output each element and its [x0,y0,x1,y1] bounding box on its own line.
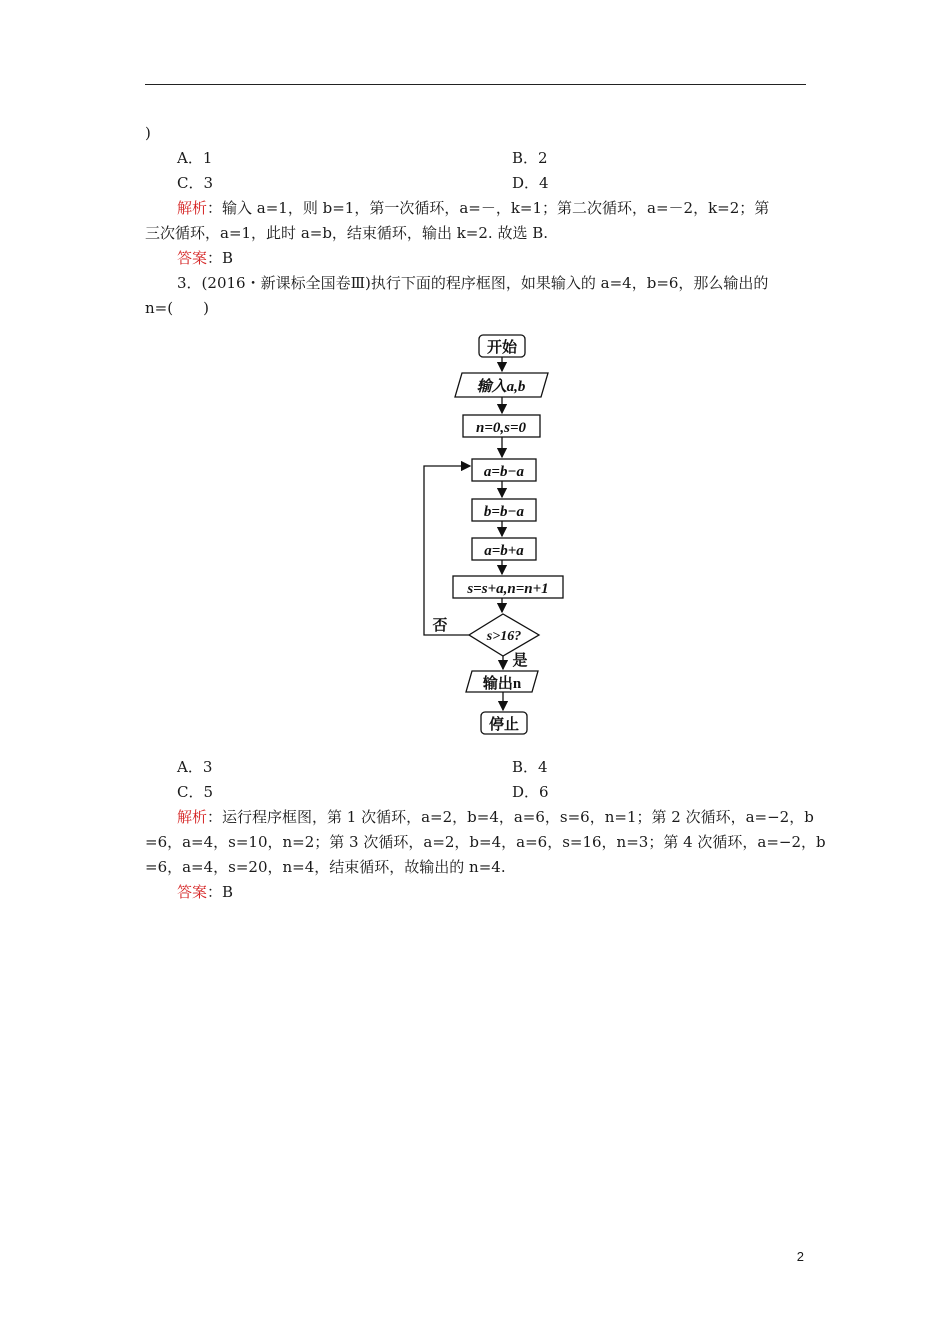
q3-answer-value: ：B [207,883,234,901]
q2-option-b: B．2 [512,149,548,167]
q2-answer-label: 答案 [177,249,208,267]
q2-option-a: A．1 [177,149,213,167]
flow-decision-label: s>16? [486,629,522,644]
flow-step1-label: a=b−a [483,464,525,480]
q2-option-d: D．4 [512,174,549,192]
q2-answer-value: ：B [207,249,234,267]
q3-option-d: D．6 [512,783,549,801]
flow-loop-back-arrow [424,466,470,635]
program-flowchart [410,325,590,745]
q2-stem-tail: ) [145,124,151,142]
flow-output-label: 输出n [482,676,522,692]
q3-analysis-text-1: ：运行程序框图，第 1 次循环，a=2，b=4，a=6，s=6，n=1；第 2 次循环，a=−2，b [207,808,814,826]
flow-yes-label: 是 [512,653,528,669]
q2-analysis-line-1 [177,198,769,218]
q2-analysis-line-2: 三次循环，a=1，此时 a=b，结束循环，输出 k=2. 故选 B. [145,224,549,242]
q3-option-b: B．4 [512,758,548,776]
q2-analysis-text-1: ：输入 a=1，则 b=1，第一次循环，a=－，k=1；第二次循环，a=－2，k=2；第 [207,199,770,217]
q3-option-c: C．5 [177,783,214,801]
q2-option-c: C．3 [177,174,214,192]
flow-step2-label: b=b−a [483,504,525,520]
flow-step4-label: s=s+a,n=n+1 [467,581,549,597]
header-rule [145,84,806,85]
flow-init-label: n=0,s=0 [475,420,527,436]
q3-analysis-label: 解析 [177,808,208,826]
q2-answer [177,248,233,268]
flow-start-label: 开始 [486,340,518,356]
q3-analysis-line-2: =6，a=4，s=10，n=2；第 3 次循环，a=2，b=4，a=6，s=16，n=3；第 4 次循环，a=−2，b [145,833,826,851]
page-number: 2 [796,1249,804,1264]
flow-step3-label: a=b+a [484,543,524,559]
q3-answer-label: 答案 [177,883,208,901]
q3-analysis-line-1 [177,807,814,827]
flow-stop-label: 停止 [488,717,520,733]
q3-option-a: A．3 [177,758,213,776]
flow-no-label: 否 [432,618,448,634]
q3-stem-line-1: 3．(2016・新课标全国卷Ⅲ)执行下面的程序框图，如果输入的 a=4，b=6，那么输出的 [177,274,769,292]
q2-analysis-label: 解析 [177,199,208,217]
flow-input-label: 输入a,b [476,379,526,395]
q3-stem-line-2: n=( ) [145,299,209,317]
q3-analysis-line-3: =6，a=4，s=20，n=4，结束循环，故输出的 n=4. [145,858,506,876]
q3-answer [177,882,233,902]
